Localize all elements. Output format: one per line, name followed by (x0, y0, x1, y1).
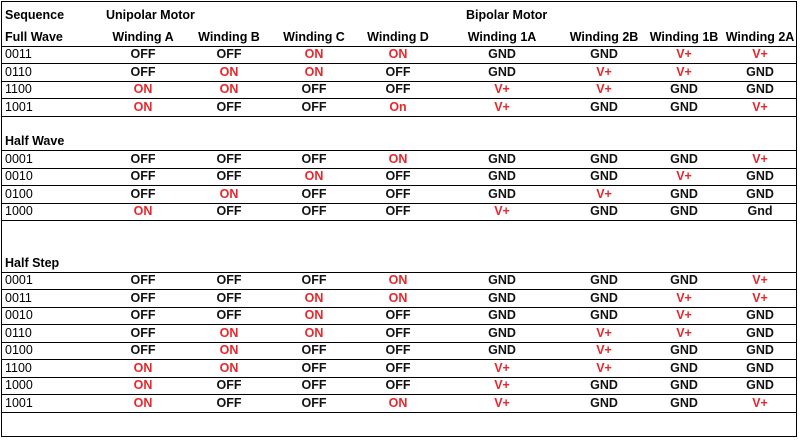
winding-cell[interactable]: OFF (100, 151, 186, 169)
winding-cell[interactable]: ON (100, 377, 186, 395)
spacer-row (2, 238, 796, 255)
winding-cell[interactable]: ON (100, 203, 186, 221)
sequence-cell[interactable]: 0011 (2, 46, 100, 64)
winding-cell[interactable]: OFF (186, 272, 272, 290)
winding-cell[interactable]: GND (564, 46, 644, 64)
winding-cell[interactable]: OFF (186, 395, 272, 413)
sequence-cell[interactable]: 0100 (2, 186, 100, 204)
winding-cell[interactable]: OFF (356, 81, 440, 99)
table-row (2, 360, 796, 378)
winding-cell[interactable]: V+ (440, 99, 564, 117)
winding-cell[interactable]: OFF (272, 186, 356, 204)
winding-cell[interactable]: OFF (186, 168, 272, 186)
winding-cell[interactable]: GND (724, 325, 796, 343)
winding-cell[interactable]: GND (724, 342, 796, 360)
winding-cell[interactable]: GND (564, 168, 644, 186)
winding-cell[interactable]: OFF (356, 377, 440, 395)
column-label: Winding 2B (569, 29, 639, 44)
winding-cell[interactable]: V+ (440, 377, 564, 395)
winding-cell[interactable]: OFF (100, 325, 186, 343)
table-row (2, 377, 796, 395)
winding-cell[interactable]: GND (440, 325, 564, 343)
winding-cell[interactable]: ON (272, 64, 356, 82)
winding-cell[interactable]: GND (724, 377, 796, 395)
winding-cell[interactable]: OFF (272, 151, 356, 169)
sequence-cell[interactable]: 1100 (2, 81, 100, 99)
winding-cell[interactable]: GND (724, 81, 796, 99)
sequence-cell[interactable]: 0010 (2, 307, 100, 325)
table-row (2, 325, 796, 343)
winding-cell[interactable]: ON (186, 64, 272, 82)
winding-cell[interactable]: GND (644, 360, 724, 378)
winding-cell[interactable]: GND (564, 203, 644, 221)
table-row (2, 342, 796, 360)
column-label: Winding B (198, 29, 260, 44)
winding-cell[interactable]: GND (564, 307, 644, 325)
table-row (2, 272, 796, 290)
winding-cell[interactable]: OFF (272, 360, 356, 378)
winding-cell[interactable]: GND (644, 395, 724, 413)
winding-cell[interactable]: V+ (644, 64, 724, 82)
winding-cell[interactable]: GND (644, 81, 724, 99)
winding-cell[interactable]: V+ (644, 168, 724, 186)
winding-cell[interactable]: V+ (644, 307, 724, 325)
sequence-cell[interactable]: 0110 (2, 64, 100, 82)
winding-cell[interactable]: GND (644, 99, 724, 117)
winding-cell[interactable]: ON (272, 168, 356, 186)
winding-cell[interactable]: V+ (440, 203, 564, 221)
winding-cell[interactable]: GND (644, 342, 724, 360)
winding-cell[interactable]: V+ (564, 342, 644, 360)
winding-cell[interactable]: ON (272, 46, 356, 64)
winding-cell[interactable]: OFF (356, 325, 440, 343)
winding-cell[interactable]: GND (564, 151, 644, 169)
winding-cell[interactable]: GND (644, 272, 724, 290)
table-row (2, 64, 796, 82)
winding-cell[interactable]: OFF (356, 168, 440, 186)
winding-cell[interactable]: V+ (564, 360, 644, 378)
spacer-row (2, 116, 796, 134)
winding-cell[interactable]: V+ (564, 325, 644, 343)
winding-cell[interactable]: OFF (356, 342, 440, 360)
winding-cell[interactable]: OFF (272, 377, 356, 395)
column-label: Winding 1A (467, 29, 537, 44)
winding-cell[interactable]: OFF (186, 203, 272, 221)
winding-cell[interactable]: OFF (100, 307, 186, 325)
winding-cell[interactable]: V+ (724, 99, 796, 117)
winding-cell[interactable]: GND (564, 272, 644, 290)
unipolar-header: Unipolar Motor (106, 8, 195, 22)
winding-cell[interactable]: V+ (724, 395, 796, 413)
winding-cell[interactable]: V+ (440, 81, 564, 99)
winding-cell[interactable]: V+ (440, 395, 564, 413)
table-row (2, 151, 796, 169)
spacer-row (2, 221, 796, 239)
winding-cell[interactable]: ON (100, 395, 186, 413)
winding-cell[interactable]: V+ (564, 81, 644, 99)
winding-cell[interactable]: GND (644, 203, 724, 221)
section-header-row (2, 29, 796, 46)
winding-cell[interactable]: OFF (186, 377, 272, 395)
sequence-cell[interactable]: 1001 (2, 99, 100, 117)
winding-cell[interactable]: OFF (272, 99, 356, 117)
section-title: Full Wave (5, 29, 63, 44)
section-title: Half Wave (5, 134, 65, 149)
winding-cell[interactable]: OFF (100, 186, 186, 204)
section-title: Half Step (5, 255, 60, 270)
winding-cell[interactable]: GND (724, 168, 796, 186)
winding-cell[interactable]: GND (724, 64, 796, 82)
winding-cell[interactable]: OFF (356, 203, 440, 221)
winding-cell[interactable]: GND (440, 46, 564, 64)
winding-cell[interactable]: GND (440, 290, 564, 308)
winding-cell[interactable]: GND (564, 99, 644, 117)
winding-cell[interactable]: GND (440, 151, 564, 169)
bipolar-header: Bipolar Motor (466, 8, 548, 22)
winding-cell[interactable]: V+ (724, 46, 796, 64)
winding-cell[interactable]: ON (356, 46, 440, 64)
sequence-cell[interactable]: 0011 (2, 290, 100, 308)
table-row (2, 81, 796, 99)
stepper-sequence-table (2, 2, 796, 413)
winding-cell[interactable]: V+ (440, 360, 564, 378)
table-row (2, 395, 796, 413)
winding-cell[interactable]: GND (564, 395, 644, 413)
table-row (2, 307, 796, 325)
winding-cell[interactable]: Gnd (724, 203, 796, 221)
column-label: Winding 2A (725, 29, 795, 44)
winding-cell[interactable]: OFF (356, 186, 440, 204)
winding-cell[interactable]: GND (644, 377, 724, 395)
sequence-cell[interactable]: 1001 (2, 395, 100, 413)
table-row (2, 186, 796, 204)
winding-cell[interactable]: ON (100, 99, 186, 117)
sequence-cell[interactable]: 1100 (2, 360, 100, 378)
winding-cell[interactable]: ON (186, 325, 272, 343)
winding-cell[interactable]: OFF (272, 342, 356, 360)
table-body (2, 2, 796, 412)
winding-cell[interactable]: OFF (100, 342, 186, 360)
winding-cell[interactable]: ON (356, 290, 440, 308)
winding-cell[interactable]: V+ (724, 290, 796, 308)
winding-cell[interactable]: OFF (186, 307, 272, 325)
winding-cell[interactable]: V+ (644, 290, 724, 308)
section-header-row (2, 255, 796, 272)
winding-cell[interactable]: OFF (356, 307, 440, 325)
winding-cell[interactable]: OFF (186, 151, 272, 169)
winding-cell[interactable]: OFF (100, 290, 186, 308)
winding-cell[interactable]: ON (186, 342, 272, 360)
winding-cell[interactable]: OFF (356, 360, 440, 378)
winding-cell[interactable]: ON (272, 290, 356, 308)
winding-cell[interactable]: ON (356, 151, 440, 169)
winding-cell[interactable]: GND (724, 360, 796, 378)
winding-cell[interactable]: OFF (186, 290, 272, 308)
winding-cell[interactable]: GND (724, 307, 796, 325)
winding-cell[interactable]: ON (356, 395, 440, 413)
column-label: Winding D (367, 29, 429, 44)
table-row (2, 99, 796, 117)
winding-cell[interactable]: ON (272, 307, 356, 325)
spreadsheet-sheet (1, 1, 797, 437)
winding-cell[interactable]: ON (100, 360, 186, 378)
winding-cell[interactable]: ON (356, 272, 440, 290)
sequence-cell[interactable]: 1000 (2, 203, 100, 221)
winding-cell[interactable]: V+ (644, 325, 724, 343)
sequence-cell[interactable]: 1000 (2, 377, 100, 395)
winding-cell[interactable]: V+ (724, 272, 796, 290)
winding-cell[interactable]: OFF (356, 64, 440, 82)
winding-cell[interactable]: V+ (724, 151, 796, 169)
winding-cell[interactable]: GND (440, 342, 564, 360)
sequence-cell[interactable]: 0001 (2, 151, 100, 169)
winding-cell[interactable]: OFF (272, 81, 356, 99)
table-row (2, 46, 796, 64)
table-row (2, 203, 796, 221)
winding-cell[interactable]: GND (440, 64, 564, 82)
winding-cell[interactable]: OFF (186, 99, 272, 117)
winding-cell[interactable]: V+ (564, 186, 644, 204)
winding-cell[interactable]: GND (564, 290, 644, 308)
winding-cell[interactable]: OFF (272, 395, 356, 413)
sequence-cell[interactable]: 0110 (2, 325, 100, 343)
winding-cell[interactable]: ON (186, 186, 272, 204)
winding-cell[interactable]: OFF (272, 272, 356, 290)
winding-cell[interactable]: GND (724, 186, 796, 204)
winding-cell[interactable]: GND (440, 272, 564, 290)
winding-cell[interactable]: OFF (272, 203, 356, 221)
winding-cell[interactable]: GND (440, 307, 564, 325)
column-label: Winding C (283, 29, 345, 44)
winding-cell[interactable]: OFF (100, 46, 186, 64)
winding-cell[interactable]: ON (186, 81, 272, 99)
table-row (2, 290, 796, 308)
winding-cell[interactable]: ON (186, 360, 272, 378)
winding-cell[interactable]: On (356, 99, 440, 117)
winding-cell[interactable]: GND (644, 186, 724, 204)
title-row (2, 2, 796, 29)
column-label: Winding A (112, 29, 174, 44)
winding-cell[interactable]: OFF (100, 64, 186, 82)
winding-cell[interactable]: ON (272, 325, 356, 343)
sequence-cell[interactable]: 0100 (2, 342, 100, 360)
winding-cell[interactable]: V+ (644, 46, 724, 64)
table-row (2, 168, 796, 186)
winding-cell[interactable]: GND (440, 168, 564, 186)
winding-cell[interactable]: GND (644, 151, 724, 169)
section-header-row (2, 134, 796, 151)
winding-cell[interactable]: OFF (186, 46, 272, 64)
sequence-header: Sequence (5, 8, 65, 22)
winding-cell[interactable]: OFF (100, 272, 186, 290)
winding-cell[interactable]: V+ (564, 64, 644, 82)
winding-cell[interactable]: OFF (100, 168, 186, 186)
sequence-cell[interactable]: 0010 (2, 168, 100, 186)
sequence-cell[interactable]: 0001 (2, 272, 100, 290)
column-label: Winding 1B (649, 29, 719, 44)
winding-cell[interactable]: GND (564, 377, 644, 395)
winding-cell[interactable]: GND (440, 186, 564, 204)
winding-cell[interactable]: ON (100, 81, 186, 99)
